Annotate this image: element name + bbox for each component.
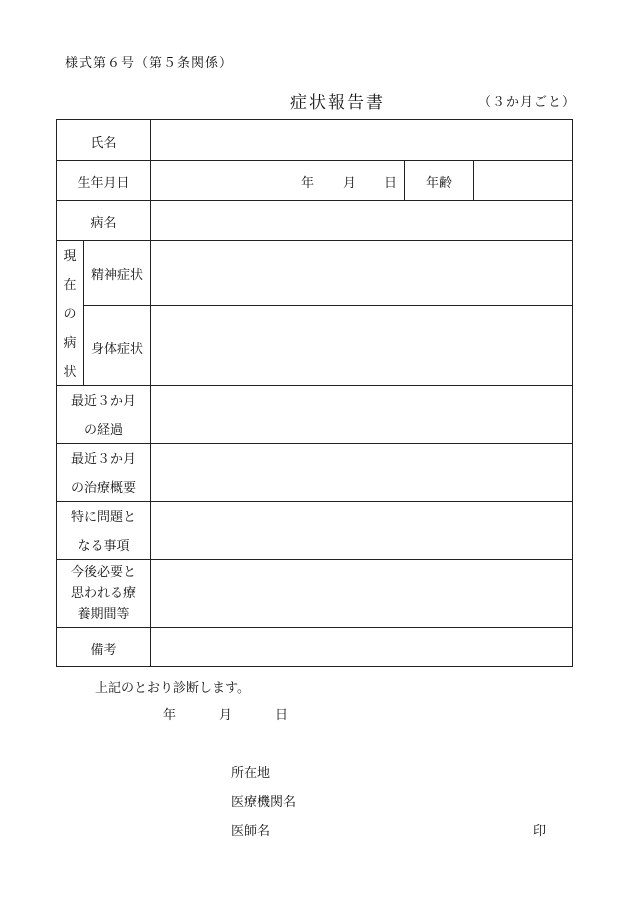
- form-number: 様式第６号（第５条関係）: [65, 56, 234, 71]
- birth-month-unit: 月: [343, 176, 357, 191]
- current-condition-char: 現: [63, 249, 77, 264]
- treatment-summary-label: [57, 445, 150, 503]
- birth-day-unit: 日: [384, 176, 398, 191]
- current-condition-char: の: [63, 307, 77, 322]
- birthdate-field[interactable]: [151, 161, 404, 200]
- recent-progress-label-line: の経過: [83, 423, 123, 438]
- remarks-label: 備考: [90, 643, 117, 658]
- current-condition-char: 在: [63, 278, 77, 293]
- treatment-summary-label-line: の治療概要: [70, 481, 136, 496]
- future-care-label-line: 今後必要と: [70, 565, 136, 580]
- recent-progress-label: [57, 387, 150, 445]
- treatment-summary-label-line: 最近３か月: [70, 452, 136, 467]
- future-care-label-line: 思われる療: [70, 586, 136, 601]
- document-title: 症状報告書: [290, 93, 385, 113]
- document-subtitle: （３か月ごと）: [478, 95, 577, 110]
- treatment-summary-field[interactable]: [151, 444, 572, 501]
- current-condition-char: 状: [63, 365, 77, 380]
- disease-field[interactable]: [151, 201, 572, 240]
- special-issues-label-line: なる事項: [77, 539, 130, 554]
- date-year-unit: 年: [163, 708, 177, 723]
- symptom-report-table: [56, 119, 573, 667]
- disease-label: 病名: [90, 216, 117, 231]
- recent-progress-field[interactable]: [151, 386, 572, 443]
- seal-mark: 印: [533, 824, 547, 839]
- diagnosis-statement: 上記のとおり診断します。: [95, 681, 250, 696]
- name-label: 氏名: [90, 136, 117, 151]
- current-condition-label: [57, 242, 83, 387]
- age-field[interactable]: [474, 161, 572, 200]
- special-issues-field[interactable]: [151, 502, 572, 559]
- special-issues-label-line: 特に問題と: [70, 510, 136, 525]
- future-care-field[interactable]: [151, 560, 572, 627]
- special-issues-label: [57, 503, 150, 561]
- date-day-unit: 日: [275, 708, 289, 723]
- future-care-label: [57, 562, 150, 625]
- recent-progress-label-line: 最近３か月: [70, 394, 136, 409]
- physical-symptoms-field[interactable]: [151, 306, 572, 385]
- mental-symptoms-label: 精神症状: [90, 268, 143, 283]
- remarks-field[interactable]: [151, 628, 572, 666]
- current-condition-char: 病: [63, 336, 77, 351]
- birth-year-unit: 年: [301, 176, 315, 191]
- age-label: 年齢: [425, 176, 452, 191]
- column-divider: [83, 240, 84, 385]
- mental-symptoms-field[interactable]: [151, 241, 572, 305]
- date-month-unit: 月: [219, 708, 233, 723]
- doctor-label: 医師名: [231, 824, 271, 839]
- address-label: 所在地: [231, 766, 271, 781]
- future-care-label-line: 養期間等: [77, 607, 130, 622]
- physical-symptoms-label: 身体症状: [90, 342, 143, 357]
- name-field[interactable]: [151, 120, 572, 160]
- birthdate-label: 生年月日: [77, 176, 130, 191]
- institution-label: 医療機関名: [231, 795, 297, 810]
